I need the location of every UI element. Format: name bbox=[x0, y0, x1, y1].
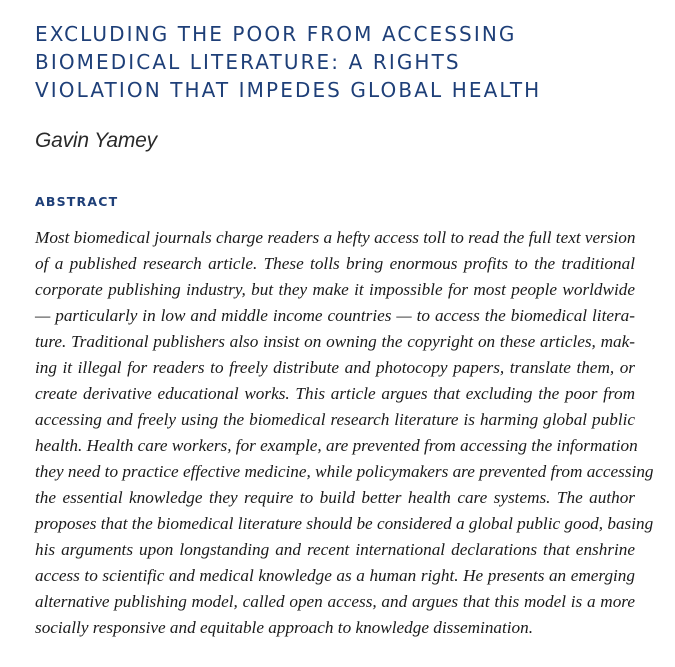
abstract-line: the essential knowledge they require to build better health care systems. The author bbox=[35, 488, 635, 507]
title-line: VIOLATION THAT IMPEDES GLOBAL HEALTH bbox=[35, 78, 542, 102]
abstract-line: corporate publishing industry, but they make it impossible for most people worldwide bbox=[35, 280, 635, 299]
abstract-line: of a published research article. These tolls bring enormous profits to the traditional bbox=[35, 254, 635, 273]
abstract-text bbox=[35, 225, 654, 641]
abstract-line: — particularly in low and middle income countries — to access the biomedical litera- bbox=[35, 306, 635, 325]
abstract-line: access to scientific and medical knowledge as a human right. He presents an emerging bbox=[35, 566, 635, 585]
abstract-line: ture. Traditional publishers also insist on owning the copyright on these articles, mak- bbox=[35, 332, 635, 351]
abstract-line: Most biomedical journals charge readers a hefty access toll to read the full text version bbox=[35, 228, 636, 247]
title-line: BIOMEDICAL LITERATURE: A RIGHTS bbox=[35, 50, 461, 74]
abstract-line: accessing and freely using the biomedical research literature is harming global public bbox=[35, 410, 635, 429]
abstract-line: ing it illegal for readers to freely distribute and photocopy papers, translate them, or bbox=[35, 358, 635, 377]
abstract-line: alternative publishing model, called open access, and argues that this model is a more bbox=[35, 592, 635, 611]
abstract-line: create derivative educational works. This article argues that excluding the poor from bbox=[35, 384, 635, 403]
abstract-line: health. Health care workers, for example, are prevented from accessing the information bbox=[35, 436, 638, 455]
abstract-line: his arguments upon longstanding and recent international declarations that enshrine bbox=[35, 540, 635, 559]
article-title bbox=[35, 20, 655, 104]
abstract-line: socially responsive and equitable approach to knowledge dissemination. bbox=[35, 618, 534, 637]
abstract-line: proposes that the biomedical literature should be considered a global public good, basing bbox=[35, 514, 654, 533]
author-name: Gavin Yamey bbox=[35, 129, 157, 152]
abstract-line: they need to practice effective medicine, while policymakers are prevented from accessing bbox=[35, 462, 654, 481]
abstract-heading: ABSTRACT bbox=[35, 194, 119, 209]
title-line: EXCLUDING THE POOR FROM ACCESSING bbox=[35, 22, 517, 46]
